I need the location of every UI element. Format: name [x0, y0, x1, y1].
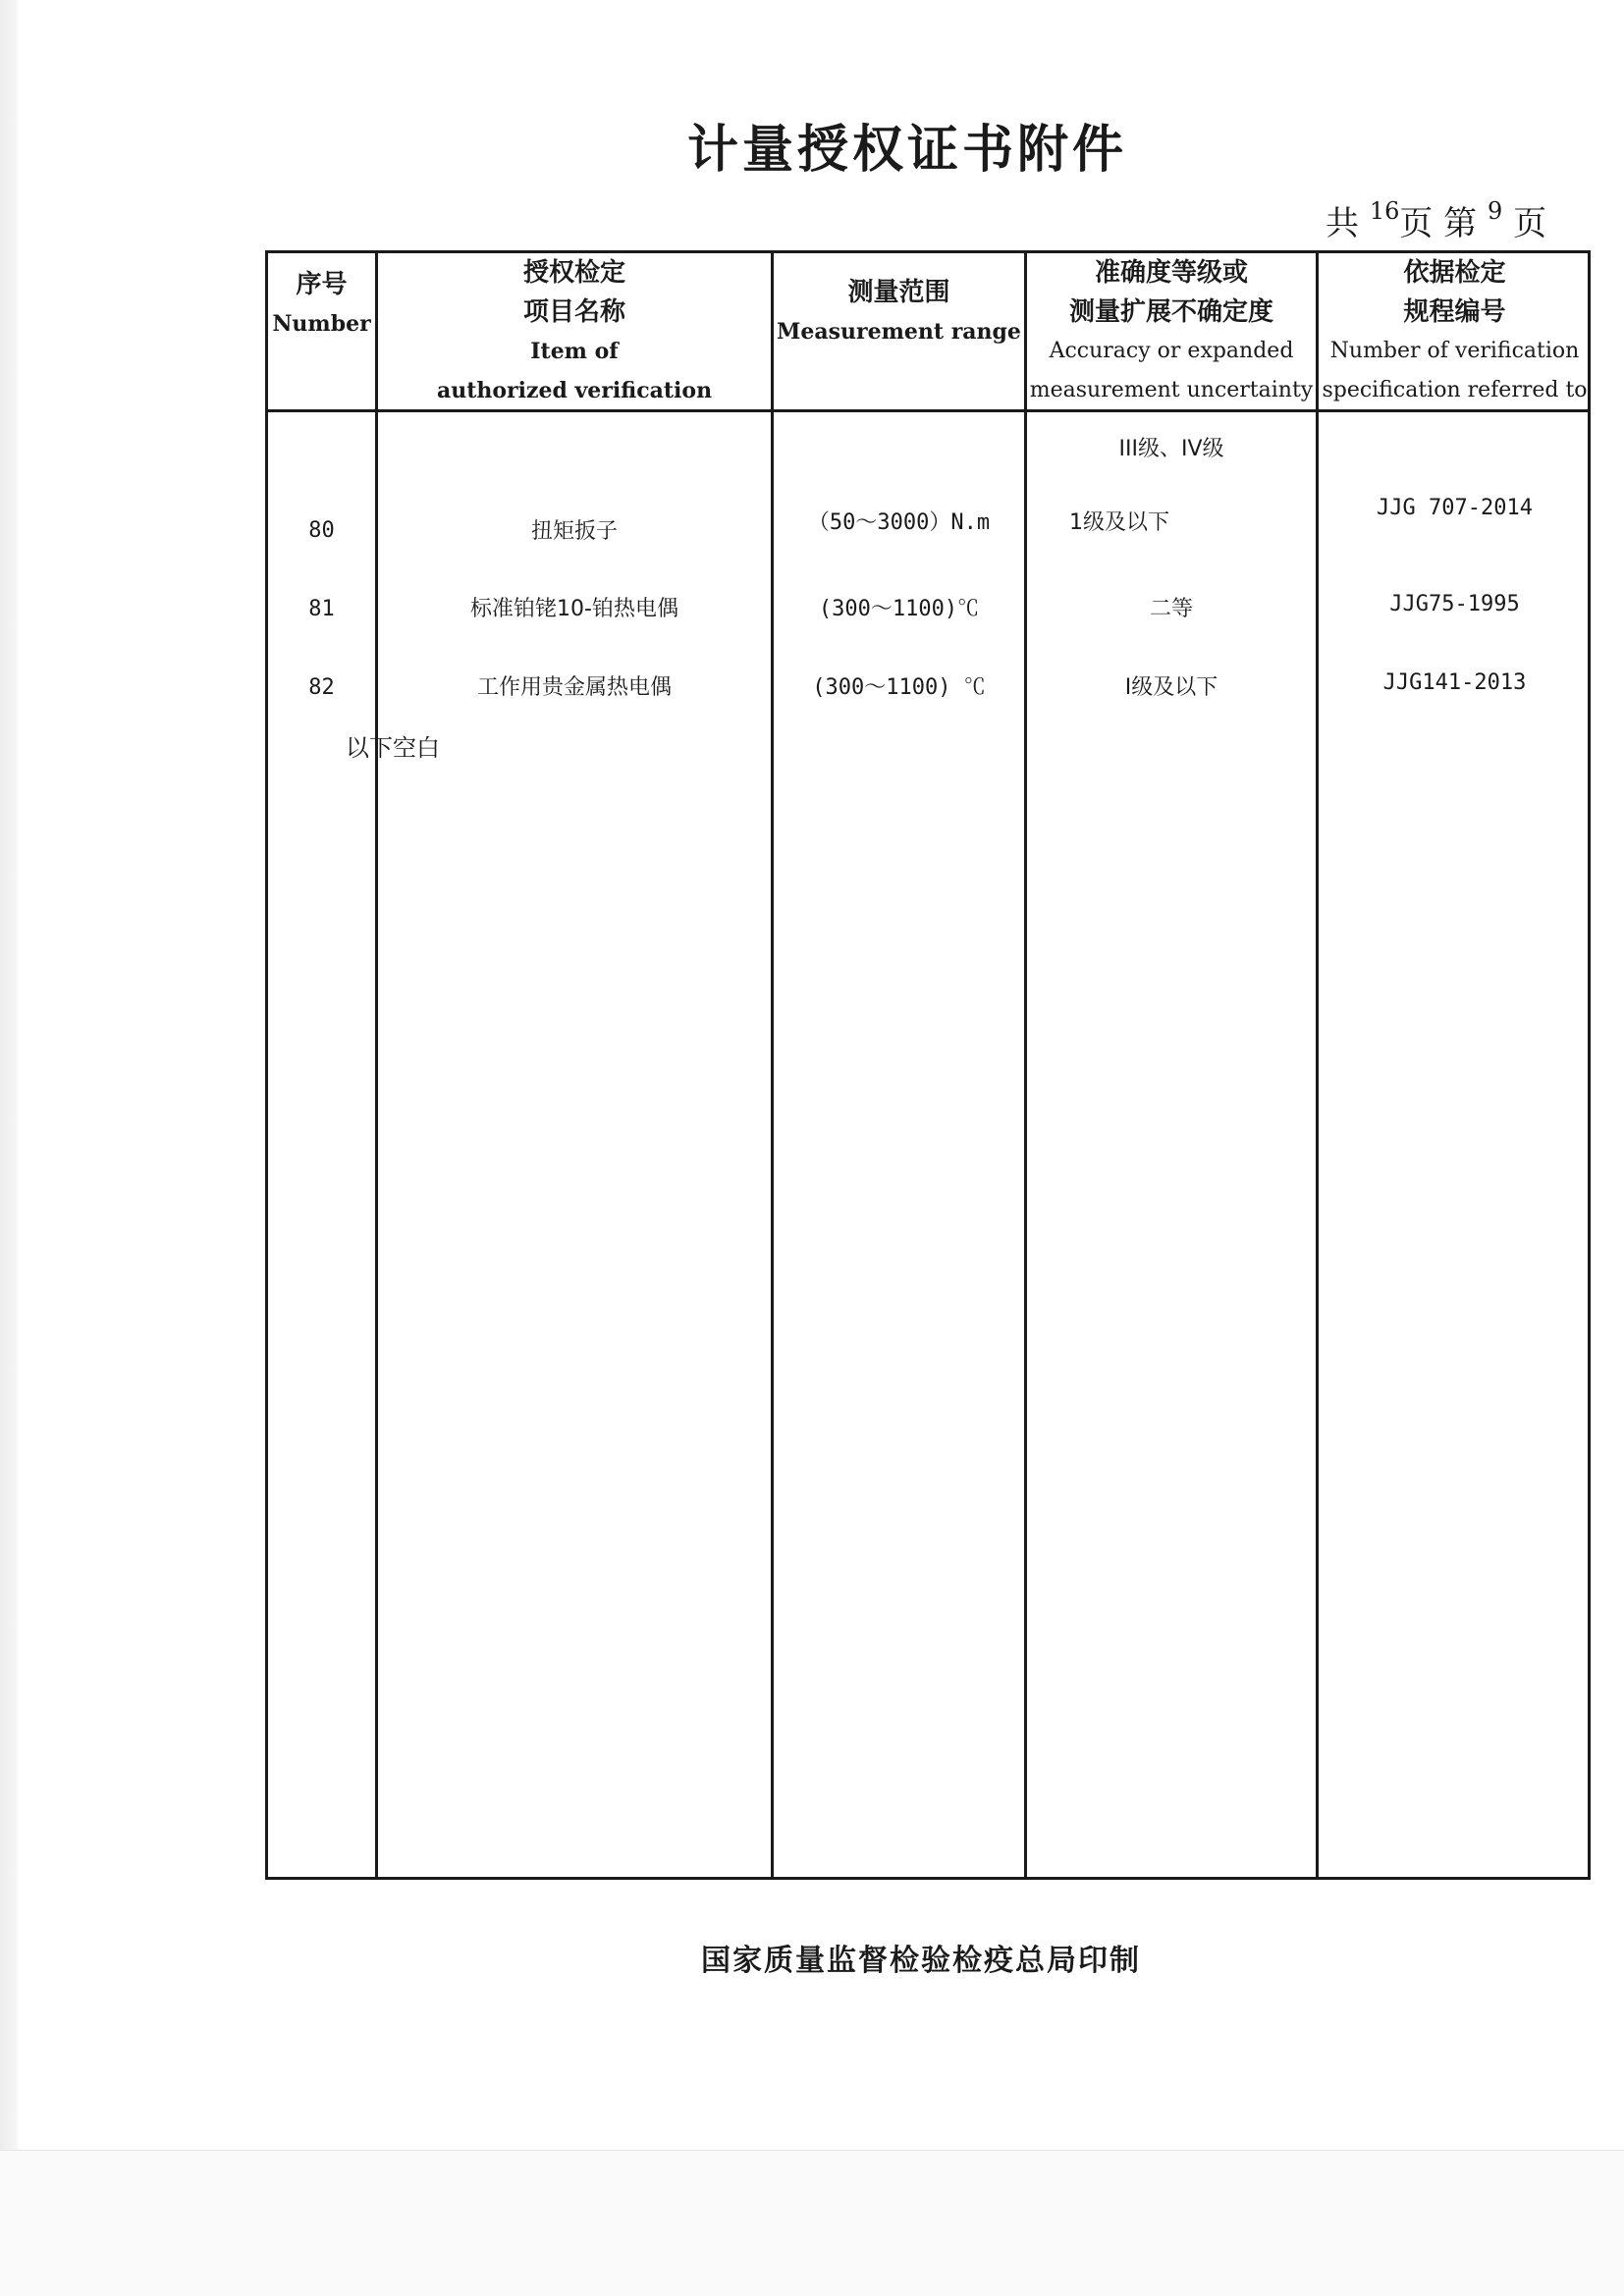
row-3-number: 82: [308, 675, 335, 700]
page-total-prefix: 共: [1326, 204, 1359, 243]
row-3-range: (300～1100) ℃: [812, 675, 986, 700]
row-1-item: 扭矩扳子: [530, 519, 618, 544]
column-divider: [1316, 250, 1319, 1880]
row-2-spec: JJG75-1995: [1389, 592, 1520, 616]
header-item-en2: authorized verification: [436, 378, 713, 403]
row-0-accuracy: III级、IV级: [1118, 437, 1224, 461]
row-2-number: 81: [308, 597, 335, 621]
header-item-cn1: 授权检定: [522, 258, 625, 288]
authorization-table: [265, 250, 1591, 1880]
header-number: [268, 265, 375, 344]
column-divider: [1024, 250, 1027, 1880]
header-number-en: Number: [272, 311, 371, 337]
column-divider: [771, 250, 774, 1880]
header-item-cn2: 项目名称: [522, 297, 625, 327]
row-2-item: 标准铂铑10-铂热电偶: [470, 597, 678, 621]
header-accuracy-en2: measurement uncertainty: [1029, 378, 1314, 402]
header-accuracy: [1027, 253, 1316, 410]
header-spec-cn2: 规程编号: [1403, 297, 1506, 327]
row-1-range: （50～3000）N.m: [807, 510, 991, 535]
column-divider: [375, 250, 378, 1880]
header-spec-en2: specification referred to: [1322, 378, 1588, 402]
page-current: 9: [1487, 197, 1503, 225]
header-range: [774, 273, 1024, 351]
end-note: 以下空白: [346, 734, 440, 762]
page-count: [1326, 196, 1591, 244]
document-title: 计量授权证书附件: [687, 120, 1128, 180]
page-suffix: 页: [1513, 204, 1547, 243]
header-spec-cn1: 依据检定: [1403, 258, 1506, 288]
header-spec-en1: Number of verification: [1329, 339, 1580, 363]
page-total: 16: [1369, 197, 1400, 225]
row-1-number: 80: [308, 518, 335, 543]
row-3-accuracy: I级及以下: [1124, 675, 1218, 700]
header-item-en1: Item of: [530, 339, 619, 364]
row-3-spec: JJG141-2013: [1382, 670, 1527, 695]
header-number-cn: 序号: [296, 270, 348, 299]
scan-bottom-margin: [0, 2150, 1624, 2296]
header-item: [378, 253, 771, 410]
header-range-cn: 测量范围: [847, 278, 950, 307]
row-2-range: (300～1100)℃: [818, 597, 980, 621]
scan-edge: [0, 0, 18, 2150]
header-accuracy-cn1: 准确度等级或: [1094, 258, 1248, 288]
row-3-item: 工作用贵金属热电偶: [476, 675, 672, 700]
row-1-accuracy: 1级及以下: [1069, 510, 1169, 535]
header-range-en: Measurement range: [777, 319, 1021, 345]
row-1-spec: JJG 707-2014: [1377, 496, 1533, 520]
page-label: 页 第: [1399, 204, 1478, 243]
row-2-accuracy: 二等: [1149, 597, 1193, 621]
header-accuracy-en1: Accuracy or expanded: [1049, 339, 1294, 363]
issuer-footer: 国家质量监督检验检疫总局印制: [701, 1944, 1141, 1978]
header-accuracy-cn2: 测量扩展不确定度: [1068, 297, 1273, 327]
header-spec: [1319, 253, 1591, 410]
